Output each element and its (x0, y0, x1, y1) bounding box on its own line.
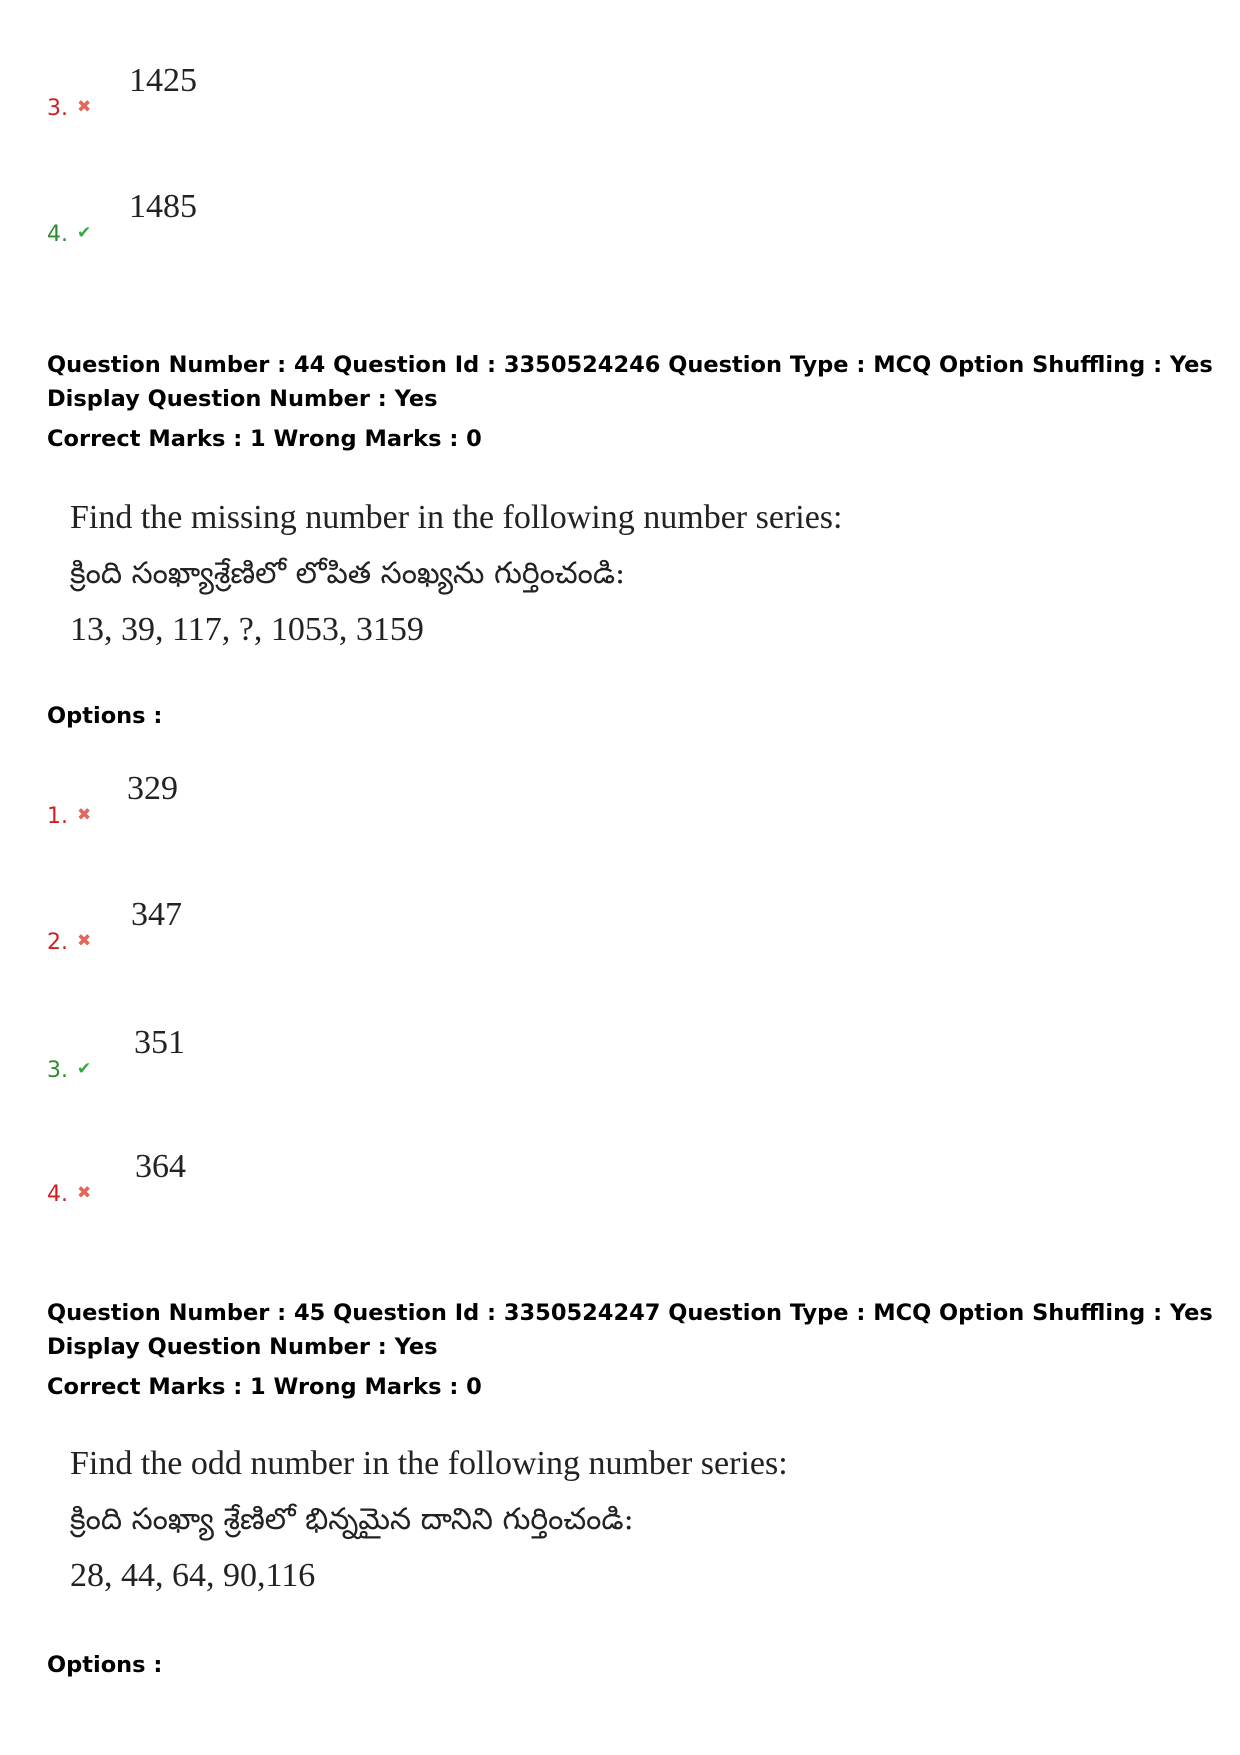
options-label: Options : (47, 1652, 163, 1678)
option-number: 3. (47, 1058, 68, 1083)
question-text-telugu: క్రింది సంఖ్యాశ్రేణిలో లోపిత సంఖ్యను గుర్తించండి: (70, 556, 626, 591)
number-series: 28, 44, 64, 90,116 (70, 1557, 316, 1594)
number-series: 13, 39, 117, ?, 1053, 3159 (70, 611, 424, 648)
wrong-cross-icon: ✖ (77, 931, 92, 951)
question-text-english: Find the odd number in the following number series: (70, 1445, 788, 1482)
question-info-line: Question Number : 45 Question Id : 3350524247 Question Type : MCQ Option Shuffling : Yes (47, 1300, 1213, 1326)
marks-line: Correct Marks : 1 Wrong Marks : 0 (47, 1374, 482, 1400)
question-44-text (70, 490, 1070, 658)
option-value: 1425 (129, 62, 197, 99)
display-number-line: Display Question Number : Yes (47, 1334, 438, 1360)
question-44-meta (47, 348, 1213, 456)
option-number: 2. (47, 930, 68, 955)
question-info-line: Question Number : 44 Question Id : 3350524246 Question Type : MCQ Option Shuffling : Yes (47, 352, 1213, 378)
option-number: 4. (47, 1182, 68, 1207)
display-number-line: Display Question Number : Yes (47, 386, 438, 412)
correct-check-icon: ✔ (77, 1059, 92, 1079)
option-value: 1485 (129, 188, 197, 225)
wrong-cross-icon: ✖ (77, 97, 92, 117)
question-text-telugu: క్రింది సంఖ్యా శ్రేణిలో భిన్నమైన దానిని గుర్తించండి: (70, 1502, 634, 1537)
option-value: 364 (135, 1148, 186, 1185)
options-label: Options : (47, 703, 163, 729)
option-number: 1. (47, 804, 68, 829)
question-45-meta (47, 1296, 1213, 1404)
wrong-cross-icon: ✖ (77, 1183, 92, 1203)
wrong-cross-icon: ✖ (77, 805, 92, 825)
option-number: 3. (47, 96, 68, 121)
option-value: 329 (127, 770, 178, 807)
correct-check-icon: ✔ (77, 223, 92, 243)
option-value: 351 (134, 1024, 185, 1061)
question-text-english: Find the missing number in the following number series: (70, 499, 843, 536)
question-45-text (70, 1436, 1070, 1604)
marks-line: Correct Marks : 1 Wrong Marks : 0 (47, 426, 482, 452)
option-number: 4. (47, 222, 68, 247)
option-value: 347 (131, 896, 182, 933)
